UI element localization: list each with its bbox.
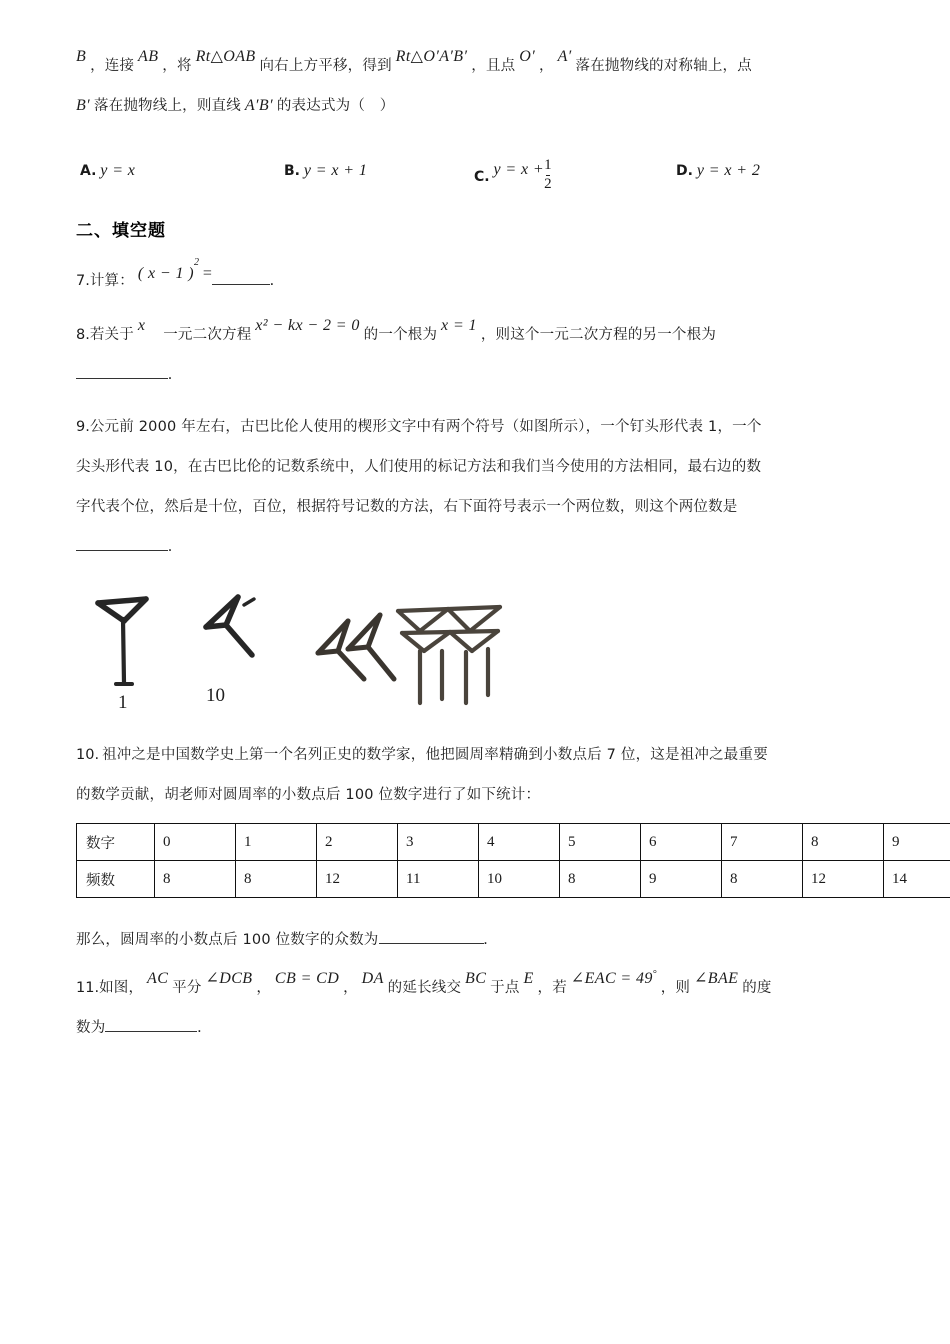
cuneiform-nail-stem [123,619,124,683]
point-b-prime-label: B′ [76,97,91,114]
question-10-text-line-1: 祖冲之是中国数学史上第一个名列正史的数学家，他把圆周率精确到小数点后 7 位，这是祖冲之最重要 [102,747,768,764]
row-header-digit: 数字 [77,824,155,861]
question-9-line-1 [76,407,876,447]
frequency-cell-6: 9 [641,861,722,898]
question-10-line-2 [76,775,876,815]
cb-equals-cd-label: CB = CD [274,970,340,988]
triangle-oab-label: Rt△OAB [195,48,256,65]
q6-text-3: 向右上方平移，得到 [259,58,392,74]
question-11-text-0: 如图， [99,980,144,997]
frequency-cell-2: 12 [317,861,398,898]
choice-a-expression: y = x [100,162,136,179]
digit-cell-0: 0 [155,824,236,861]
question-7-equals: = [202,265,212,283]
segment-ac-label: AC [147,970,169,988]
question-8-equation: x² − kx − 2 = 0 [255,317,360,335]
question-7-number: 7. [76,273,90,290]
question-9-text-line-3: 字代表个位，然后是十位，百位，根据符号记数的方法，右下面符号表示一个两位数，则这个两位数是 [76,499,738,516]
question-10-period: . [483,931,488,949]
q6-text-1: ，连接 [90,58,135,74]
point-b-label: B [76,48,87,65]
question-11-text-4: 的延长线交 [387,980,462,997]
choice-c-numerator: 1 [544,157,552,173]
choice-d-label: D. [676,163,693,179]
question-11-number: 11. [76,980,100,997]
line-ab-prime-label: A′B′ [244,97,273,114]
question-11-text-3: ， [343,980,358,997]
segment-bc-label: BC [465,970,487,988]
question-8-answer-blank[interactable] [76,364,168,379]
question-11-period: . [197,1019,202,1037]
question-8-text-4: ，则这个一元二次方程的另一个根为 [480,327,717,344]
question-7-exponent: 2 [193,257,199,268]
question6-choices [76,148,876,200]
question-7-expression: ( x − 1 ) [137,265,194,283]
digit-cell-6: 6 [641,824,722,861]
question-8-text-1: 若关于 [89,327,134,344]
cuneiform-composite-glyph [318,615,394,679]
question-11-text-5: 于点 [490,980,520,997]
digit-cell-3: 3 [398,824,479,861]
row-header-frequency: 频数 [77,861,155,898]
degree-symbol: ° [652,969,657,981]
q6-text-7: 落在抛物线上，则直线 [93,98,241,114]
frequency-cell-1: 8 [236,861,317,898]
question-9-answer-blank[interactable] [76,536,168,551]
q6-text-6: 落在抛物线的对称轴上，点 [575,58,752,74]
cuneiform-label-1: 1 [118,692,128,714]
digit-cell-7: 7 [722,824,803,861]
question-11-text-2: ， [256,980,272,997]
question-8-root: x = 1 [441,317,477,335]
question-9-number: 9. [76,419,90,436]
choice-a-label: A. [80,163,97,179]
triangle-oab-prime-label: Rt△O′A′B′ [395,48,468,65]
question-11-text-8: 的度 [742,980,772,997]
frequency-cell-0: 8 [155,861,236,898]
cuneiform-figure-svg [80,575,520,725]
point-a-prime-label: A′ [557,48,572,65]
point-e-label: E [523,970,534,988]
segment-ab-label: AB [138,48,159,65]
question-10-text-line-2: 的数学贡献，胡老师对圆周率的小数点后 100 位数字进行了如下统计： [76,787,541,804]
choice-b[interactable] [284,162,367,180]
digit-cell-8: 8 [803,824,884,861]
question-10-number: 10. [76,747,100,764]
angle-dcb-label: ∠DCB [205,970,253,988]
digit-cell-1: 1 [236,824,317,861]
frequency-cell-7: 8 [722,861,803,898]
choice-b-expression: y = x + 1 [303,162,368,179]
question-9-text-line-1: 公元前 2000 年左右，古巴比伦人使用的楔形文字中有两个符号（如图所示），一个钉头形代表 1，一个 [89,419,762,436]
question6-line-2 [76,86,876,126]
question-10-closing [76,920,876,960]
question-11-line-2-prefix: 数为 [76,1020,106,1037]
question6-line-1 [76,46,876,86]
choice-b-label: B. [284,163,300,179]
frequency-cell-9: 14 [884,861,950,898]
question-11-answer-blank[interactable] [105,1017,197,1032]
question-8-period: . [168,366,172,384]
question-8-number: 8. [76,327,90,344]
cuneiform-numerals-figure [80,575,520,725]
q6-text-8: 的表达式为（ ） [276,98,395,114]
angle-eac-value: ∠EAC = 49 [570,970,653,988]
question-10-closing-text: 那么，圆周率的小数点后 100 位数字的众数为 [76,932,379,949]
question-11-text-7: ，则 [660,980,691,997]
cuneiform-composite-nails [398,607,500,703]
choice-a[interactable] [80,162,135,180]
question-11-line-1 [76,964,876,1008]
question-7-prompt: 计算： [89,273,134,290]
question-9-line-4 [76,527,876,567]
frequency-table [76,823,950,898]
choice-c-denominator: 2 [544,175,552,192]
point-o-prime-label: O′ [519,48,536,65]
q6-text-5: ， [538,58,554,74]
frequency-cell-3: 11 [398,861,479,898]
question-11-line-2 [76,1008,876,1048]
question-9-line-3 [76,487,876,527]
choice-c-fraction [544,158,552,193]
q6-text-2: ，将 [162,58,192,74]
question-9-text-line-2: 尖头形代表 10，在古巴比伦的记数系统中，人们使用的标记方法和我们当今使用的方法相同，最右边的数 [76,459,762,476]
frequency-cell-8: 12 [803,861,884,898]
question-8-variable: x [137,317,146,335]
question-7-answer-blank[interactable] [212,270,270,285]
question-8-line-2 [76,355,876,395]
cuneiform-chevron-glyph [206,597,254,655]
choice-c-label: C. [474,168,490,185]
digit-cell-9: 9 [884,824,950,861]
question-7-period: . [269,272,274,290]
segment-da-label: DA [361,970,384,988]
choice-c[interactable] [474,158,552,193]
choice-d-expression: y = x + 2 [696,162,761,179]
section-heading-fill-in-blank: 二、填空题 [76,221,166,241]
digit-cell-5: 5 [560,824,641,861]
digit-cell-2: 2 [317,824,398,861]
q6-text-4: ，且点 [471,58,516,74]
frequency-cell-4: 10 [479,861,560,898]
page-content [76,46,907,1048]
table-row-frequencies [77,861,950,898]
question-11-text-6: ，若 [537,980,567,997]
question-9-period: . [168,538,172,556]
question-8-text-3: 的一个根为 [363,327,438,344]
question-9-line-2 [76,447,876,487]
question-10-answer-blank[interactable] [379,929,484,944]
question-11-text-1: 平分 [172,980,202,997]
question-8-line-1 [76,315,876,355]
angle-bae-label: ∠BAE [693,970,739,988]
cuneiform-label-10: 10 [206,685,225,707]
table-row-digits [77,824,950,861]
question-7 [76,257,876,301]
question-8-text-2: 一元二次方程 [163,327,252,344]
choice-c-expression: y = x + [493,160,545,178]
digit-cell-4: 4 [479,824,560,861]
frequency-cell-5: 8 [560,861,641,898]
question-10-line-1 [76,735,876,775]
choice-d[interactable] [676,162,760,180]
